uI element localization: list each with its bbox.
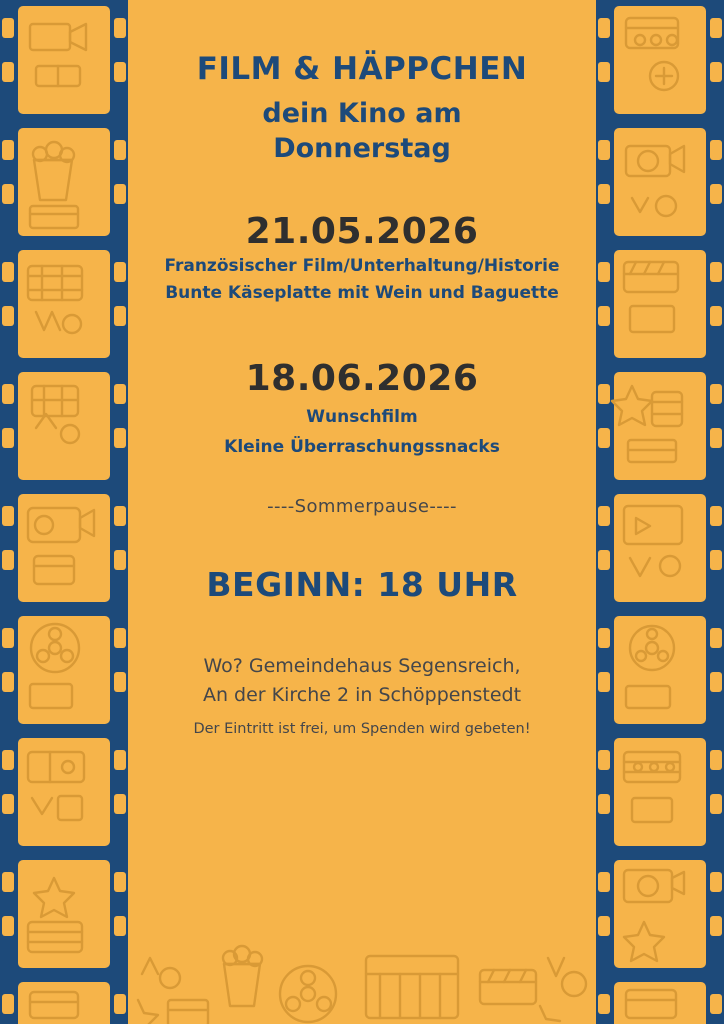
event-description: Wunschfilm xyxy=(306,406,418,427)
film-strip-left xyxy=(0,0,128,1024)
event-date: 21.05.2026 xyxy=(245,211,479,253)
event-catering: Bunte Käseplatte mit Wein und Baguette xyxy=(165,282,559,303)
location-line-2: An der Kirche 2 in Schöppenstedt xyxy=(202,684,522,707)
location xyxy=(128,652,596,711)
poster-content xyxy=(128,0,596,1024)
entry-note: Der Eintritt ist frei, um Spenden wird gebeten! xyxy=(193,720,531,737)
page-title: FILM & HÄPPCHEN xyxy=(196,51,528,87)
location-line-1: Wo? Gemeindehaus Segensreich, xyxy=(203,655,521,678)
film-strip-right xyxy=(596,0,724,1024)
event-description: Französischer Film/Unterhaltung/Historie xyxy=(164,255,560,276)
page-subtitle xyxy=(128,96,596,166)
film-strip-left-graphics xyxy=(0,0,128,1024)
event-date: 18.06.2026 xyxy=(245,358,479,400)
start-time: BEGINN: 18 UHR xyxy=(206,565,518,605)
subtitle-line-2: Donnerstag xyxy=(273,133,451,165)
event-item xyxy=(128,359,596,460)
event-item xyxy=(128,212,596,305)
event-catering: Kleine Überraschungssnacks xyxy=(224,437,500,458)
subtitle-line-1: dein Kino am xyxy=(262,98,462,130)
summer-break-note: ----Sommerpause---- xyxy=(267,496,457,518)
film-strip-right-graphics xyxy=(596,0,724,1024)
